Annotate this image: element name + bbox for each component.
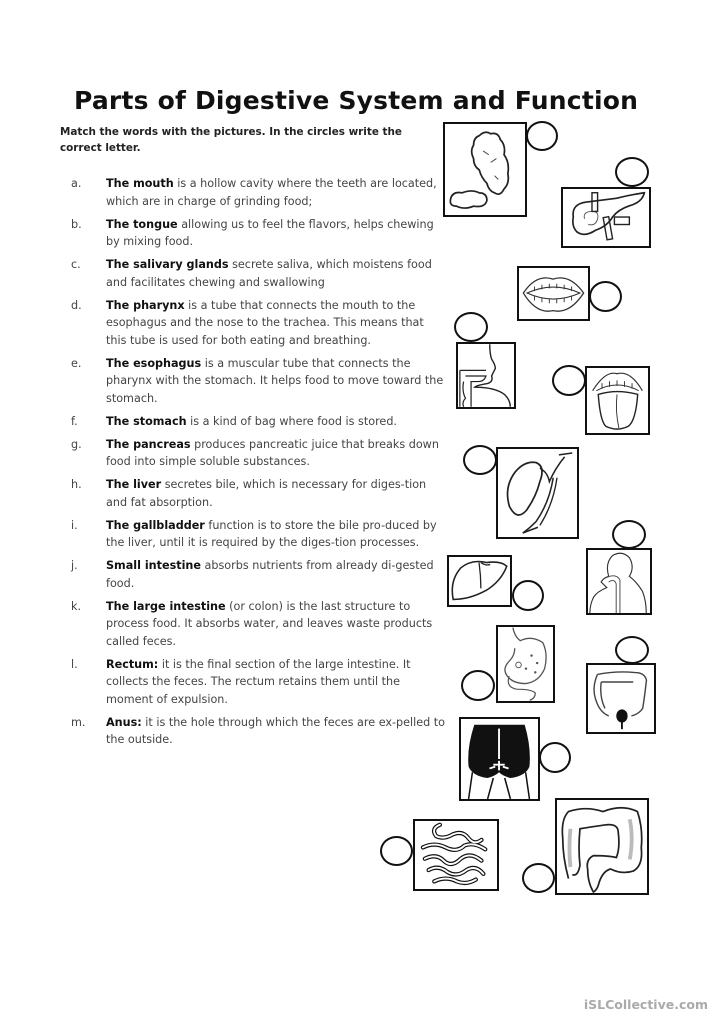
instructions: Match the words with the pictures. In the circles write the correct letter. xyxy=(60,126,402,154)
item-description: secretes bile, which is necessary for diges-tion and fat absorption. xyxy=(106,478,427,509)
liver-icon xyxy=(449,557,510,605)
definition-item-a xyxy=(71,175,446,210)
answer-circle-pancreas[interactable] xyxy=(615,157,649,187)
item-letter: i. xyxy=(71,518,78,532)
answer-circle-mouth[interactable] xyxy=(589,281,622,312)
definition-item-m xyxy=(71,714,446,749)
item-description: is a tube that connects the mouth to the esophagus and the nose to the trachea. This means that this tube is used for both eating and breathing. xyxy=(106,298,424,347)
item-letter: j. xyxy=(71,559,78,572)
picture-stomach xyxy=(496,625,555,703)
item-letter: f. xyxy=(71,414,78,428)
item-letter: l. xyxy=(71,657,78,671)
item-letter: e. xyxy=(71,356,82,370)
small-intestine-icon xyxy=(415,821,497,889)
item-term: The gallbladder xyxy=(106,518,205,532)
picture-small-intestine xyxy=(413,819,499,891)
item-term: The mouth xyxy=(106,177,174,190)
item-term: Small intestine xyxy=(106,559,201,572)
definition-item-e xyxy=(71,355,446,408)
picture-large-intestine xyxy=(555,798,649,895)
pharynx-icon xyxy=(458,344,514,407)
answer-circle-rectum[interactable] xyxy=(615,636,649,664)
mouth-icon xyxy=(519,268,588,319)
item-description: function is to store the bile pro-duced by the liver, until it is required by the diges-tion processes. xyxy=(106,518,437,549)
item-description: is a muscular tube that connects the pharynx with the stomach. It helps food to move toward the stomach. xyxy=(106,356,444,405)
item-term: The esophagus xyxy=(106,356,202,370)
item-term: The salivary glands xyxy=(106,258,229,271)
definition-item-g xyxy=(71,436,446,471)
salivary-glands-icon xyxy=(445,124,525,215)
watermark: iSLCollective.com xyxy=(583,997,708,1012)
item-term: The pancreas xyxy=(106,437,191,451)
item-term: Anus: xyxy=(106,715,142,729)
esophagus-icon xyxy=(588,550,650,613)
item-letter: m. xyxy=(71,715,86,729)
picture-pharynx xyxy=(456,342,516,409)
item-description: it is the final section of the large intestine. It collects the feces. The rectum retains them until the moment of expulsion. xyxy=(106,657,411,706)
item-letter: c. xyxy=(71,258,81,271)
item-letter: d. xyxy=(71,298,82,312)
item-description: is a kind of bag where food is stored. xyxy=(186,414,397,428)
picture-pancreas xyxy=(561,187,651,248)
item-letter: b. xyxy=(71,217,82,231)
definition-item-h xyxy=(71,476,446,511)
item-letter: a. xyxy=(71,177,82,190)
picture-liver xyxy=(447,555,512,607)
definition-item-b xyxy=(71,216,446,251)
pancreas-icon xyxy=(563,189,649,246)
definition-item-f xyxy=(71,413,446,431)
item-term: The stomach xyxy=(106,414,187,428)
item-term: Rectum: xyxy=(106,657,159,671)
item-description: is a hollow cavity where the teeth are located, which are in charge of grinding food; xyxy=(106,177,437,208)
picture-tongue xyxy=(585,366,650,435)
anus-icon xyxy=(461,719,538,799)
item-description: it is the hole through which the feces are ex-pelled to the outside. xyxy=(106,715,446,746)
tongue-icon xyxy=(587,368,648,433)
item-description: allowing us to feel the flavors, helps chewing by mixing food. xyxy=(106,217,434,248)
definition-item-c xyxy=(71,256,446,291)
picture-gallbladder xyxy=(496,447,579,539)
definition-item-k xyxy=(71,598,446,651)
item-description: produces pancreatic juice that breaks down food into simple soluble substances. xyxy=(106,437,439,468)
answer-circle-esophagus[interactable] xyxy=(612,520,646,549)
item-term: The tongue xyxy=(106,217,178,231)
definition-list xyxy=(71,175,446,754)
item-term: The pharynx xyxy=(106,298,185,312)
definition-item-l xyxy=(71,656,446,709)
answer-circle-anus[interactable] xyxy=(539,742,571,773)
stomach-icon xyxy=(498,627,553,701)
picture-mouth xyxy=(517,266,590,321)
item-term: The liver xyxy=(106,478,162,491)
large-intestine-icon xyxy=(557,800,647,893)
answer-circle-stomach[interactable] xyxy=(461,670,495,701)
picture-esophagus xyxy=(586,548,652,615)
answer-circle-small-intestine[interactable] xyxy=(380,836,413,866)
definition-item-i xyxy=(71,517,446,552)
item-letter: h. xyxy=(71,478,82,491)
answer-circle-tongue[interactable] xyxy=(552,365,586,396)
answer-circle-gallbladder[interactable] xyxy=(463,445,497,475)
rectum-icon xyxy=(588,665,654,732)
definition-item-d xyxy=(71,297,446,350)
item-letter: k. xyxy=(71,599,82,613)
item-letter: g. xyxy=(71,437,82,451)
item-description: secrete saliva, which moistens food and facilitates chewing and swallowing xyxy=(106,258,432,289)
picture-salivary-glands xyxy=(443,122,527,217)
gallbladder-icon xyxy=(498,449,577,537)
definition-item-j xyxy=(71,557,446,592)
picture-rectum xyxy=(586,663,656,734)
answer-circle-salivary-glands[interactable] xyxy=(526,121,558,151)
answer-circle-pharynx[interactable] xyxy=(454,312,488,342)
item-description: (or colon) is the last structure to process food. It absorbs water, and leaves waste products called feces. xyxy=(106,599,433,648)
item-description: absorbs nutrients from already di-gested food. xyxy=(106,559,434,590)
answer-circle-liver[interactable] xyxy=(512,580,544,611)
item-term: The large intestine xyxy=(106,599,226,613)
answer-circle-large-intestine[interactable] xyxy=(522,863,555,893)
page-title: Parts of Digestive System and Function xyxy=(74,86,639,115)
picture-anus xyxy=(459,717,540,801)
